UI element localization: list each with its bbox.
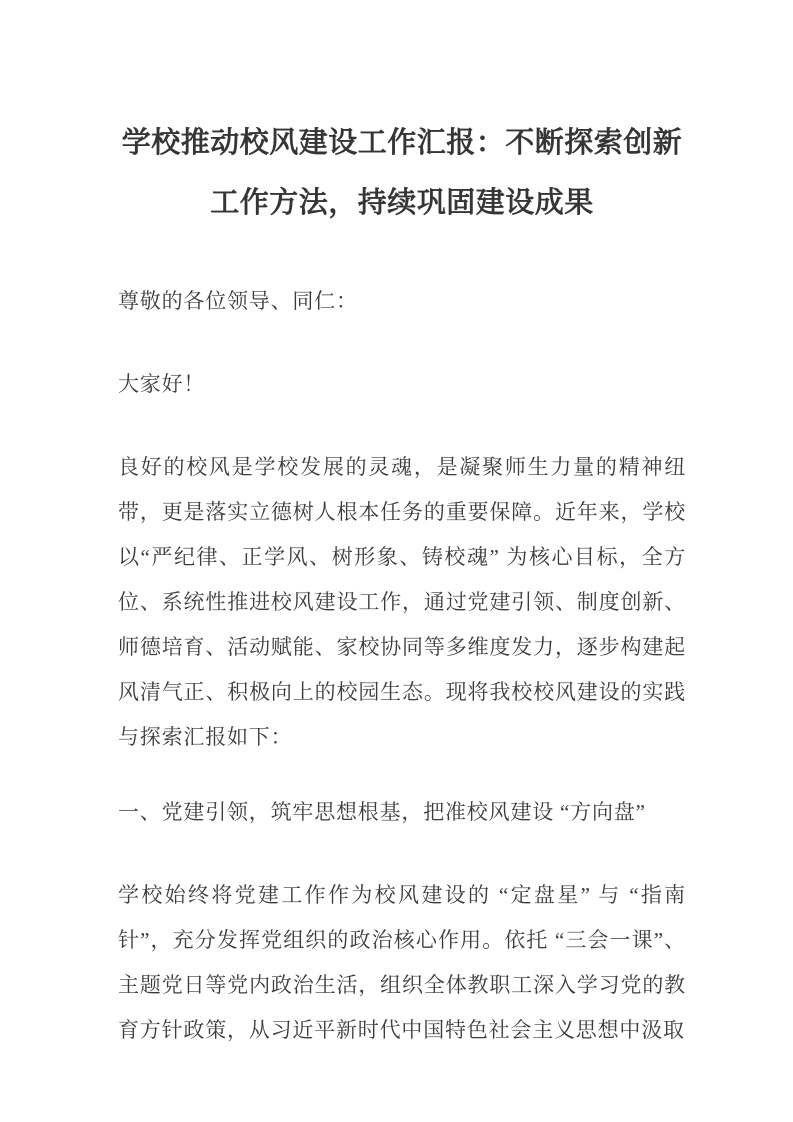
document-body [118, 279, 686, 1053]
paragraph: 尊敬的各位领导、同仁： [118, 289, 358, 313]
document-title: 学校推动校风建设工作汇报：不断探索创新工作方法，持续巩固建设成果 [121, 127, 683, 219]
paragraph: 学校始终将党建工作作为校风建设的 “定盘星” 与 “指南针”，充分发挥党组织的政治核心作用。依托 “三会一课”、主题党日等党内政治生活，组织全体教职工深入学习党的教育方针政策，从习近平新时代中国特色社会主义思想中汲取 [118, 883, 686, 1042]
section-heading: 一、党建引领，筑牢思想根基，把准校风建设 “方向盘” [118, 800, 646, 824]
paragraph: 大家好！ [118, 372, 206, 396]
paragraph: 良好的校风是学校发展的灵魂，是凝聚师生力量的精神纽带，更是落实立德树人根本任务的重要保障。近年来，学校以“严纪律、正学风、树形象、铸校魂” 为核心目标，全方位、系统性推进校风建设工作，通过党建引领、制度创新、师德培育、活动赋能、家校协同等多维度发力，逐步构建起风清气正、积极向上的校园生态。现将我校校风建设的实践与探索汇报如下： [118, 455, 686, 749]
